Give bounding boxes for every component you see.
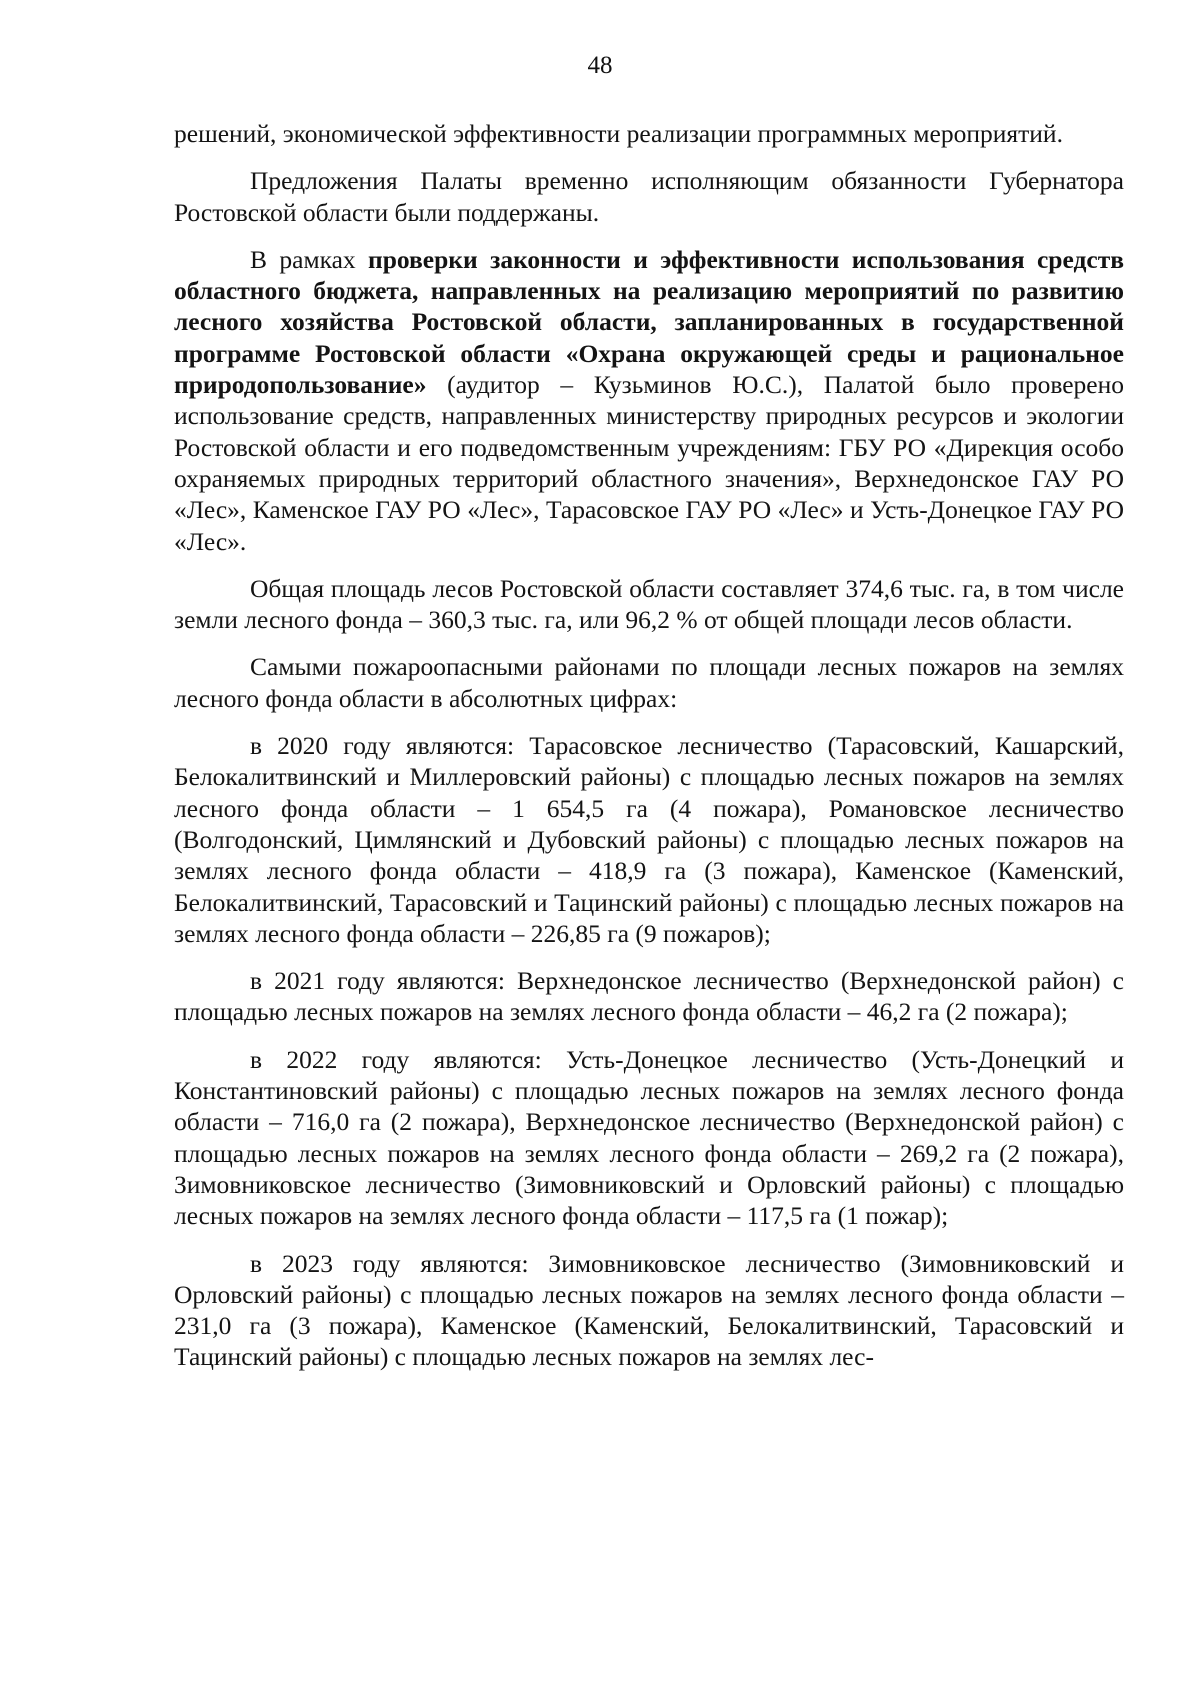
paragraph-year-2021: в 2021 году являются: Верхнедонское лесничество (Верхнедонской район) с площадью лесных пожаров на землях лесного фонда области – 46,2 га (2 пожара);	[174, 966, 1124, 1027]
paragraph-year-2022: в 2022 году являются: Усть-Донецкое лесничество (Усть-Донецкий и Константиновский районы) с площадью лесных пожаров на землях лесного фонда области – 716,0 га (2 пожара), Верхнедонское лесничество (Верхнедонской район) с площадью лесных пожаров на землях лесного фонда области – 269,2 га (2 пожара), Зимовниковское лесничество (Зимовниковский и Орловский районы) с площадью лесных пожаров на землях лесного фонда области – 117,5 га (1 пожар);	[174, 1044, 1124, 1231]
page-number: 48	[587, 52, 613, 79]
paragraph-fire-districts: Самыми пожароопасными районами по площади лесных пожаров на землях лесного фонда области в абсолютных цифрах:	[174, 652, 1124, 713]
paragraph-forest-area: Общая площадь лесов Ростовской области составляет 374,6 тыс. га, в том числе земли лесного фонда – 360,3 тыс. га, или 96,2 % от общей площади лесов области.	[174, 573, 1124, 635]
paragraph-proposals: Предложения Палаты временно исполняющим обязанности Губернатора Ростовской области были поддержаны.	[174, 166, 1124, 227]
audit-details: (аудитор – Кузьминов Ю.С.), Палатой было проверено использование средств, направленных министерству природных ресурсов и экологии Ростовской области и его подведомственным учреждениям: ГБУ РО «Дирекция особо охраняемых природных территорий областного значения», Верхнедонское ГАУ РО «Лес», Каменское ГАУ РО «Лес», Тарасовское ГАУ РО «Лес» и Усть-Донецкое ГАУ РО «Лес».	[174, 370, 1124, 556]
paragraph-continuation: решений, экономической эффективности реализации программных мероприятий.	[174, 119, 1063, 148]
paragraph-audit	[174, 244, 1124, 557]
paragraph-year-2020: в 2020 году являются: Тарасовское лесничество (Тарасовский, Кашарский, Белокалитвинский и Миллеровский районы) с площадью лесных пожаров на землях лесного фонда области – 1 654,5 га (4 пожара), Романовское лесничество (Волгодонский, Цимлянский и Дубовский районы) с площадью лесных пожаров на землях лесного фонда области – 418,9 га (3 пожара), Каменское (Каменский, Белокалитвинский, Тарасовский и Тацинский районы) с площадью лесных пожаров на землях лесного фонда области – 226,85 га (9 пожаров);	[174, 731, 1124, 948]
paragraph-year-2023: в 2023 году являются: Зимовниковское лесничество (Зимовниковский и Орловский районы) с площадью лесных пожаров на землях лесного фонда области – 231,0 га (3 пожара), Каменское (Каменский, Белокалитвинский, Тарасовский и Тацинский районы) с площадью лесных пожаров на землях лес-	[174, 1248, 1124, 1372]
audit-intro: В рамках	[250, 244, 369, 274]
audit-subject-bold: проверки законности и эффективности использования средств областного бюджета, направленных на реализацию мероприятий по развитию лесного хозяйства Ростовской области, запланированных в государственной программе Ростовской области «Охрана окружающей среды и рациональное природопользование»	[174, 244, 1124, 400]
body-text	[174, 118, 1124, 1389]
